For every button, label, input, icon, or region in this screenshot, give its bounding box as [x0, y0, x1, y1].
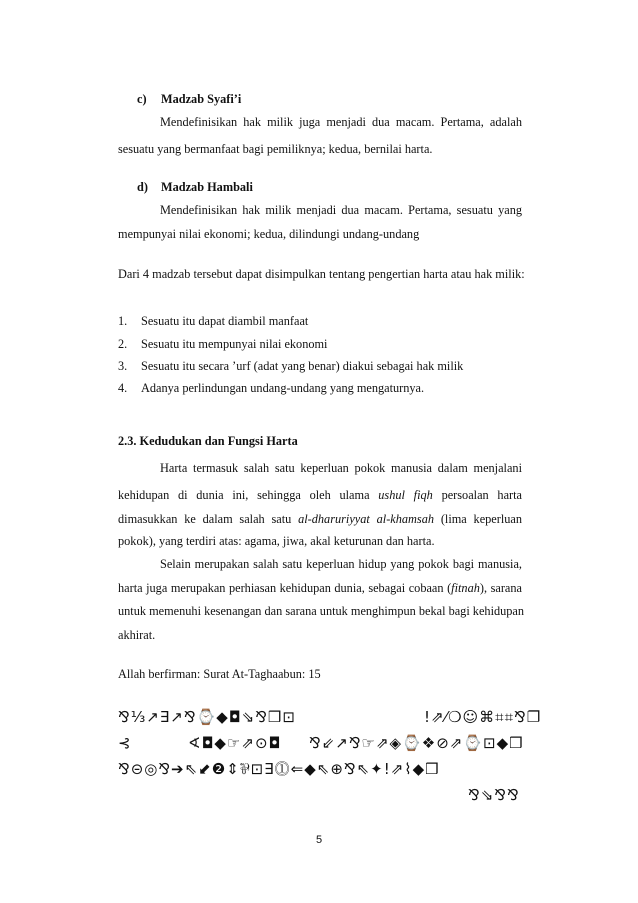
section-d-label: d): [137, 180, 148, 194]
paragraph-1-line-3: dimasukkan ke dalam salah satu al-dharuriyyat al-khamsah (lima keperluan: [118, 512, 523, 526]
conclusion-text: Dari 4 madzab tersebut dapat disimpulkan tentang pengertian harta atau hak milik:: [118, 267, 525, 281]
list-item-text: Sesuatu itu secara ’urf (adat yang benar) diakui sebagai hak milik: [141, 359, 464, 373]
paragraph-2-line-4: akhirat.: [118, 628, 156, 642]
section-heading: 2.3. Kedudukan dan Fungsi Harta: [118, 434, 298, 448]
page-number: 5: [315, 834, 323, 846]
paragraph-2-line-1: Selain merupakan salah satu keperluan hidup yang pokok bagi manusia,: [160, 557, 522, 571]
list-item-text: Sesuatu itu dapat diambil manfaat: [141, 314, 309, 328]
list-item-text: Sesuatu itu mempunyai nilai ekonomi: [141, 337, 328, 351]
paragraph-1-line-4: pokok), yang terdiri atas: agama, jiwa, akal keturunan dan harta.: [118, 534, 435, 548]
section-d-line-1: Mendefinisikan hak milik menjadi dua macam. Pertama, sesuatu yang: [160, 203, 522, 217]
arabic-row-4: ⅋⇘⅋⅋: [468, 786, 520, 804]
list-item-number: 4.: [118, 381, 128, 395]
section-d-title: Madzab Hambali: [161, 180, 253, 194]
paragraph-1-line-2: kehidupan di dunia ini, sehingga oleh ulama ushul fiqh persoalan harta: [118, 488, 522, 502]
arabic-row-2-c: ⅋⇙↗⅋☞⇗◈⌚❖⊘⇗⌚⊡◆❒: [309, 734, 524, 752]
list-item-text: Adanya perlindungan undang-undang yang mengaturnya.: [141, 381, 425, 395]
list-item-number: 1.: [118, 314, 128, 328]
paragraph-1-line-1: Harta termasuk salah satu keperluan pokok manusia dalam menjalani: [160, 461, 522, 475]
arabic-row-1-left: ⅋⅓↗∃↗⅋⌚◆◘⇘⅋❒⊡: [118, 708, 296, 726]
paragraph-2-line-3: untuk memenuhi kesenangan dan sarana untuk menghimpun bekal bagi kehidupan: [118, 604, 525, 618]
section-c-label: c): [137, 92, 147, 106]
arabic-row-2-a: ⊰: [118, 734, 132, 752]
list-item-number: 3.: [118, 359, 128, 373]
arabic-row-1-right: !⇗⁄❍☺⌘⌗⌗⅋❐: [424, 708, 542, 726]
arabic-row-2-b: ∢◘◆☞⇗⊙◘: [188, 734, 282, 752]
section-c-title: Madzab Syafi’i: [161, 92, 242, 106]
section-c-line-2: sesuatu yang bermanfaat bagi pemiliknya; kedua, bernilai harta.: [118, 142, 433, 156]
arabic-row-3: ⅋⊝◎⅋➔⇖⬋❷⇕⅌⊡∃⓵⇐◆⇖⊕⅋⇖✦!⇗⌇◆❒: [118, 760, 440, 778]
section-d-line-2: mempunyai nilai ekonomi; kedua, dilindungi undang-undang: [118, 227, 420, 241]
section-c-line-1: Mendefinisikan hak milik juga menjadi dua macam. Pertama, adalah: [160, 115, 522, 129]
list-item-number: 2.: [118, 337, 128, 351]
paragraph-2-line-2: harta juga merupakan perhiasan kehidupan dunia, sebagai cobaan (fitnah), sarana: [118, 581, 522, 595]
quote-intro: Allah berfirman: Surat At-Taghaabun: 15: [118, 667, 321, 681]
